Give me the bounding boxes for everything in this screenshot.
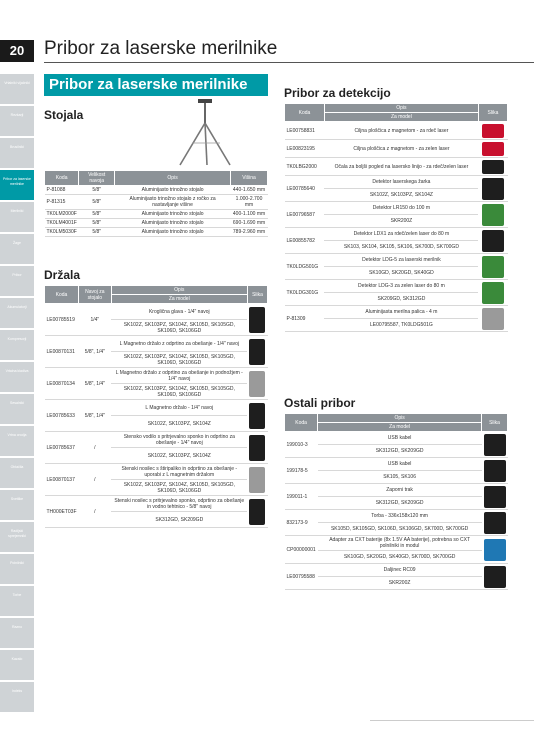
table-row	[45, 368, 268, 384]
sidebar-item: Rezkarji	[0, 106, 34, 136]
product-description: Aluminijasta merilna palica - 4 m	[324, 306, 478, 319]
product-image	[247, 400, 267, 432]
product-image	[247, 432, 267, 464]
table-row	[285, 228, 508, 241]
product-description: Očala za boljši pogled na lasersko linijo - za rdeč/zelen laser	[324, 158, 478, 176]
table-row	[285, 564, 508, 577]
table-row	[45, 219, 268, 228]
model-list: SK312GD, SK209GD	[318, 497, 482, 510]
product-description: Torba - 336x158x120 mm	[318, 510, 482, 523]
footer-rule	[370, 720, 534, 721]
accessory-image	[482, 308, 504, 330]
table-cell: Aluminijasto trinožno stojalo	[115, 186, 231, 195]
accessory-image	[484, 460, 506, 482]
table-cell: TK0LM2000F	[46, 211, 77, 217]
column-header: Opis	[318, 414, 482, 423]
table-row	[45, 336, 268, 352]
table-cell: 690-1.690 mm	[231, 219, 268, 228]
product-code: LE00785637	[45, 432, 79, 464]
sidebar-item: Pribor	[0, 266, 34, 296]
sidebar-item: Akumulatorji	[0, 298, 34, 328]
product-image	[247, 336, 267, 368]
column-header: Koda	[45, 171, 79, 186]
product-code: TH000ET03F	[45, 496, 79, 528]
table-row	[285, 536, 508, 551]
table-row	[45, 228, 268, 237]
product-code: LE00870137	[45, 464, 79, 496]
product-code: LE00870134	[45, 368, 79, 400]
table-row	[285, 158, 508, 176]
sidebar-item: Torbe	[0, 586, 34, 616]
table-cell: 400-1.100 mm	[231, 210, 268, 219]
model-list: SK10GD, SK20GD, SK40GD, SK700D, SK700GD	[318, 551, 482, 564]
column-subheader: Za model	[111, 295, 247, 304]
product-description: Daljinec RC09	[318, 564, 482, 577]
table-row	[45, 195, 268, 210]
product-code: CP00000001	[285, 536, 318, 564]
table-row	[45, 432, 268, 448]
table-cell: TK0LM4001F	[46, 220, 77, 226]
table-row	[285, 484, 508, 497]
column-header: Višina	[231, 171, 268, 186]
product-description: Stensko vodilo s pritrjevalno sponko in odprtino za obešanje - 1/4" navoj	[111, 432, 247, 448]
product-description: Ciljna ploščica z magnetom - za zelen laser	[324, 140, 478, 158]
holder-image	[249, 339, 265, 365]
table-row	[285, 122, 508, 140]
model-list: SK105, SK106	[318, 471, 482, 484]
product-code: LE00796587	[285, 202, 325, 228]
product-image	[482, 432, 508, 458]
sidebar-item: Kompresorji	[0, 330, 34, 360]
sidebar-item: Indeks	[0, 682, 34, 712]
table-cell: Aluminijasto trinožno stojalo	[115, 210, 231, 219]
sidebar-item: Kazalo	[0, 650, 34, 680]
product-description: Ciljna ploščica z magnetom - za rdeč laser	[324, 122, 478, 140]
section-sidebar	[0, 74, 34, 714]
section-banner: Pribor za laserske merilnike	[44, 74, 268, 96]
table-cell: P-81088	[45, 186, 79, 195]
model-list: SK102Z, SK103PZ, SK104Z, SK105D, SK105GD, SK106D, SK106GD	[111, 384, 247, 400]
table-row	[285, 471, 508, 484]
model-list: SK102Z, SK103PZ, SK104Z	[111, 448, 247, 464]
product-description: Adapter za CXT baterije (8x 1.5V AA baterije), potrebna so CXT polnilniki in modul	[318, 536, 482, 551]
product-code: LE00823195	[285, 140, 325, 158]
model-list: SK103, SK104, SK105, SK106, SK700D, SK700GD	[324, 241, 478, 254]
thread-size: /	[79, 432, 112, 464]
product-code: LE00785633	[45, 400, 79, 432]
table-cell: 789-2.960 mm	[231, 228, 268, 237]
table-row	[45, 186, 268, 195]
model-list: SK105D, SK105GD, SK106D, SK106GD, SK700D, SK700GD	[318, 523, 482, 536]
model-list: SK102Z, SK103PZ, SK104Z	[324, 189, 478, 202]
accessory-image	[484, 512, 506, 534]
product-description: USB kabel	[318, 432, 482, 445]
table-row	[285, 577, 508, 590]
table-cell: P-81315	[45, 195, 79, 210]
table-cell: 5/8"	[79, 195, 115, 210]
product-image	[478, 158, 507, 176]
sidebar-item: Svetilke	[0, 490, 34, 520]
sidebar-item: Pribor za laserske merilnike	[0, 170, 34, 200]
product-image	[478, 306, 507, 332]
product-image	[247, 304, 267, 336]
table-cell: 5/8"	[79, 219, 115, 228]
sidebar-item: Sesalniki	[0, 394, 34, 424]
table-row	[285, 176, 508, 189]
accessory-image	[484, 566, 506, 588]
product-description: Detektor LDG-5 za laserski merilnik	[324, 254, 478, 267]
product-description: Detektor laserskega žarka	[324, 176, 478, 189]
table-row	[285, 254, 508, 267]
product-code: LE00870131	[45, 336, 79, 368]
product-description: Kroglična glava - 1/4" navoj	[111, 304, 247, 320]
sidebar-item: Radijski sprejemniki	[0, 522, 34, 552]
model-list: SK312GD, SK209GD	[111, 512, 247, 528]
product-image	[478, 140, 507, 158]
ostali-heading: Ostali pribor	[284, 396, 356, 410]
product-image	[482, 484, 508, 510]
product-image	[478, 202, 507, 228]
sidebar-item: Razno	[0, 618, 34, 648]
product-image	[478, 122, 507, 140]
table-row	[45, 210, 268, 219]
thread-size: 5/8", 1/4"	[79, 400, 112, 432]
model-list: SK209GD, SK312GD	[324, 293, 478, 306]
column-header: Velikost navoja	[79, 171, 115, 186]
product-code: 832173-9	[285, 510, 318, 536]
model-list: SKR200Z	[318, 577, 482, 590]
thread-size: /	[79, 496, 112, 528]
accessory-image	[484, 486, 506, 508]
table-row	[285, 280, 508, 293]
table-row	[285, 140, 508, 158]
holder-image	[249, 371, 265, 397]
table-row	[285, 497, 508, 510]
product-image	[247, 368, 267, 400]
product-image	[482, 536, 508, 564]
product-description: L Magnetno držalo z odprtino za obešanje in podnožjem - 1/4" navoj	[111, 368, 247, 384]
sidebar-item: Vrtna orodja	[0, 426, 34, 456]
accessory-image	[482, 204, 504, 226]
product-image	[478, 254, 507, 280]
table-row	[45, 304, 268, 320]
table-cell: Aluminijasto trinožno stojalo	[115, 228, 231, 237]
column-header: Opis	[324, 104, 478, 113]
table-cell: 5/8"	[79, 186, 115, 195]
stojala-table	[44, 170, 268, 237]
column-header: Koda	[285, 104, 325, 122]
stojala-heading: Stojala	[44, 108, 84, 122]
table-row	[45, 400, 268, 416]
holder-image	[249, 499, 265, 525]
column-subheader: Za model	[324, 113, 478, 122]
product-image	[478, 228, 507, 254]
product-code: 199010-3	[285, 432, 318, 458]
holder-image	[249, 467, 265, 493]
sidebar-item: Vrtalna kladiva	[0, 362, 34, 392]
product-code: P-81309	[285, 306, 325, 332]
column-header: Navoj za stojalo	[79, 286, 112, 304]
product-code: LE00785640	[285, 176, 325, 202]
accessory-image	[482, 178, 504, 200]
thread-size: /	[79, 464, 112, 496]
table-cell: 440-1.650 mm	[231, 186, 268, 195]
table-row	[285, 202, 508, 215]
product-code: TK0LBG2000	[285, 158, 325, 176]
holder-image	[249, 307, 265, 333]
model-list: SK312GD, SK209GD	[318, 445, 482, 458]
detekcija-table	[284, 103, 508, 332]
table-cell: Aluminijasto trinožno stojalo z ročko za nastavljanje višine	[115, 195, 231, 210]
holder-image	[249, 435, 265, 461]
table-row	[285, 510, 508, 523]
product-image	[478, 176, 507, 202]
product-description: Detektor LDG-3 za zelen laser do 80 m	[324, 280, 478, 293]
sidebar-item: Merilniki	[0, 202, 34, 232]
table-row	[285, 445, 508, 458]
product-description: Stenski nosilec s štiripaliko in odprtino za obešanje - uporabi z L magnetnim držalom	[111, 464, 247, 480]
table-row	[45, 496, 268, 512]
table-row	[285, 458, 508, 471]
column-subheader: Za model	[318, 423, 482, 432]
table-row	[45, 464, 268, 480]
model-list: SK102Z, SK103PZ, SK104Z	[111, 416, 247, 432]
product-image	[478, 280, 507, 306]
model-list: SKR200Z	[324, 215, 478, 228]
product-code: TK0LDG501G	[285, 254, 325, 280]
model-list: SK10GD, SK20GD, SK40GD	[324, 267, 478, 280]
product-description: L Magnetno držalo - 1/4" navoj	[111, 400, 247, 416]
product-code: LE00785519	[45, 304, 79, 336]
column-header: Opis	[111, 286, 247, 295]
product-image	[482, 510, 508, 536]
product-code: LE00758831	[285, 122, 325, 140]
accessory-image	[484, 434, 506, 456]
thread-size: 1/4"	[79, 304, 112, 336]
thread-size: 5/8", 1/4"	[79, 368, 112, 400]
product-image	[482, 458, 508, 484]
accessory-image	[482, 230, 504, 252]
table-cell: 1.000-2.700 mm	[231, 195, 268, 210]
product-description: USB kabel	[318, 458, 482, 471]
column-header: Opis	[115, 171, 231, 186]
accessory-image	[482, 124, 504, 138]
ostali-table	[284, 413, 508, 590]
drzala-heading: Držala	[44, 268, 81, 282]
page-header	[0, 40, 534, 62]
table-row	[285, 523, 508, 536]
tripod-image	[150, 97, 260, 167]
column-header: Koda	[285, 414, 318, 432]
model-list: SK102Z, SK103PZ, SK104Z, SK105D, SK105GD, SK106D, SK106GD	[111, 320, 247, 336]
column-header: Koda	[45, 286, 79, 304]
accessory-image	[484, 539, 506, 561]
product-code: TK0LDG301G	[285, 280, 325, 306]
accessory-image	[482, 160, 504, 174]
product-code: LE00795588	[285, 564, 318, 590]
table-cell: 5/8"	[79, 228, 115, 237]
column-header: Slika	[478, 104, 507, 122]
accessory-image	[482, 256, 504, 278]
sidebar-item: Polnilniki	[0, 554, 34, 584]
product-image	[247, 464, 267, 496]
thread-size: 5/8", 1/4"	[79, 336, 112, 368]
column-header: Slika	[247, 286, 267, 304]
product-code: LE00855782	[285, 228, 325, 254]
table-cell: TK0LM5030F	[46, 229, 77, 235]
product-code: 199011-1	[285, 484, 318, 510]
table-row	[285, 551, 508, 564]
product-image	[482, 564, 508, 590]
accessory-image	[482, 142, 504, 156]
product-image	[247, 496, 267, 528]
title-rule	[44, 62, 534, 63]
drzala-table	[44, 285, 268, 528]
product-description: Stenski nosilec s pritrjevalno sponko, odprtino za obešanje in vodno tehtnico - 5/8" navoj	[111, 496, 247, 512]
table-cell: Aluminijasto trinožno stojalo	[115, 219, 231, 228]
table-row	[285, 432, 508, 445]
detekcija-heading: Pribor za detekcijo	[284, 86, 391, 100]
table-row	[285, 306, 508, 319]
accessory-image	[482, 282, 504, 304]
table-cell: 5/8"	[79, 210, 115, 219]
sidebar-item: Brusilniki	[0, 138, 34, 168]
holder-image	[249, 403, 265, 429]
page-number: 20	[0, 40, 34, 62]
product-description: L Magnetno držalo z odprtino za obešanje - 1/4" navoj	[111, 336, 247, 352]
sidebar-item: Žage	[0, 234, 34, 264]
sidebar-item: Vrtalniki vijačniki	[0, 74, 34, 104]
product-description: Detektor LR150 do 100 m	[324, 202, 478, 215]
model-list: LE00795587, TK0LDG501G	[324, 319, 478, 332]
model-list: SK102Z, SK103PZ, SK104Z, SK105D, SK105GD, SK106D, SK106GD	[111, 352, 247, 368]
page-title: Pribor za laserske merilnike	[44, 38, 278, 59]
model-list: SK102Z, SK103PZ, SK104Z, SK105D, SK105GD, SK106D, SK106GD	[111, 480, 247, 496]
product-description: Zaporni trak	[318, 484, 482, 497]
sidebar-item: Oblačila	[0, 458, 34, 488]
product-description: Detektor LDX1 za rdeč/zelen laser do 80 m	[324, 228, 478, 241]
column-header: Slika	[482, 414, 508, 432]
product-code: 199178-5	[285, 458, 318, 484]
